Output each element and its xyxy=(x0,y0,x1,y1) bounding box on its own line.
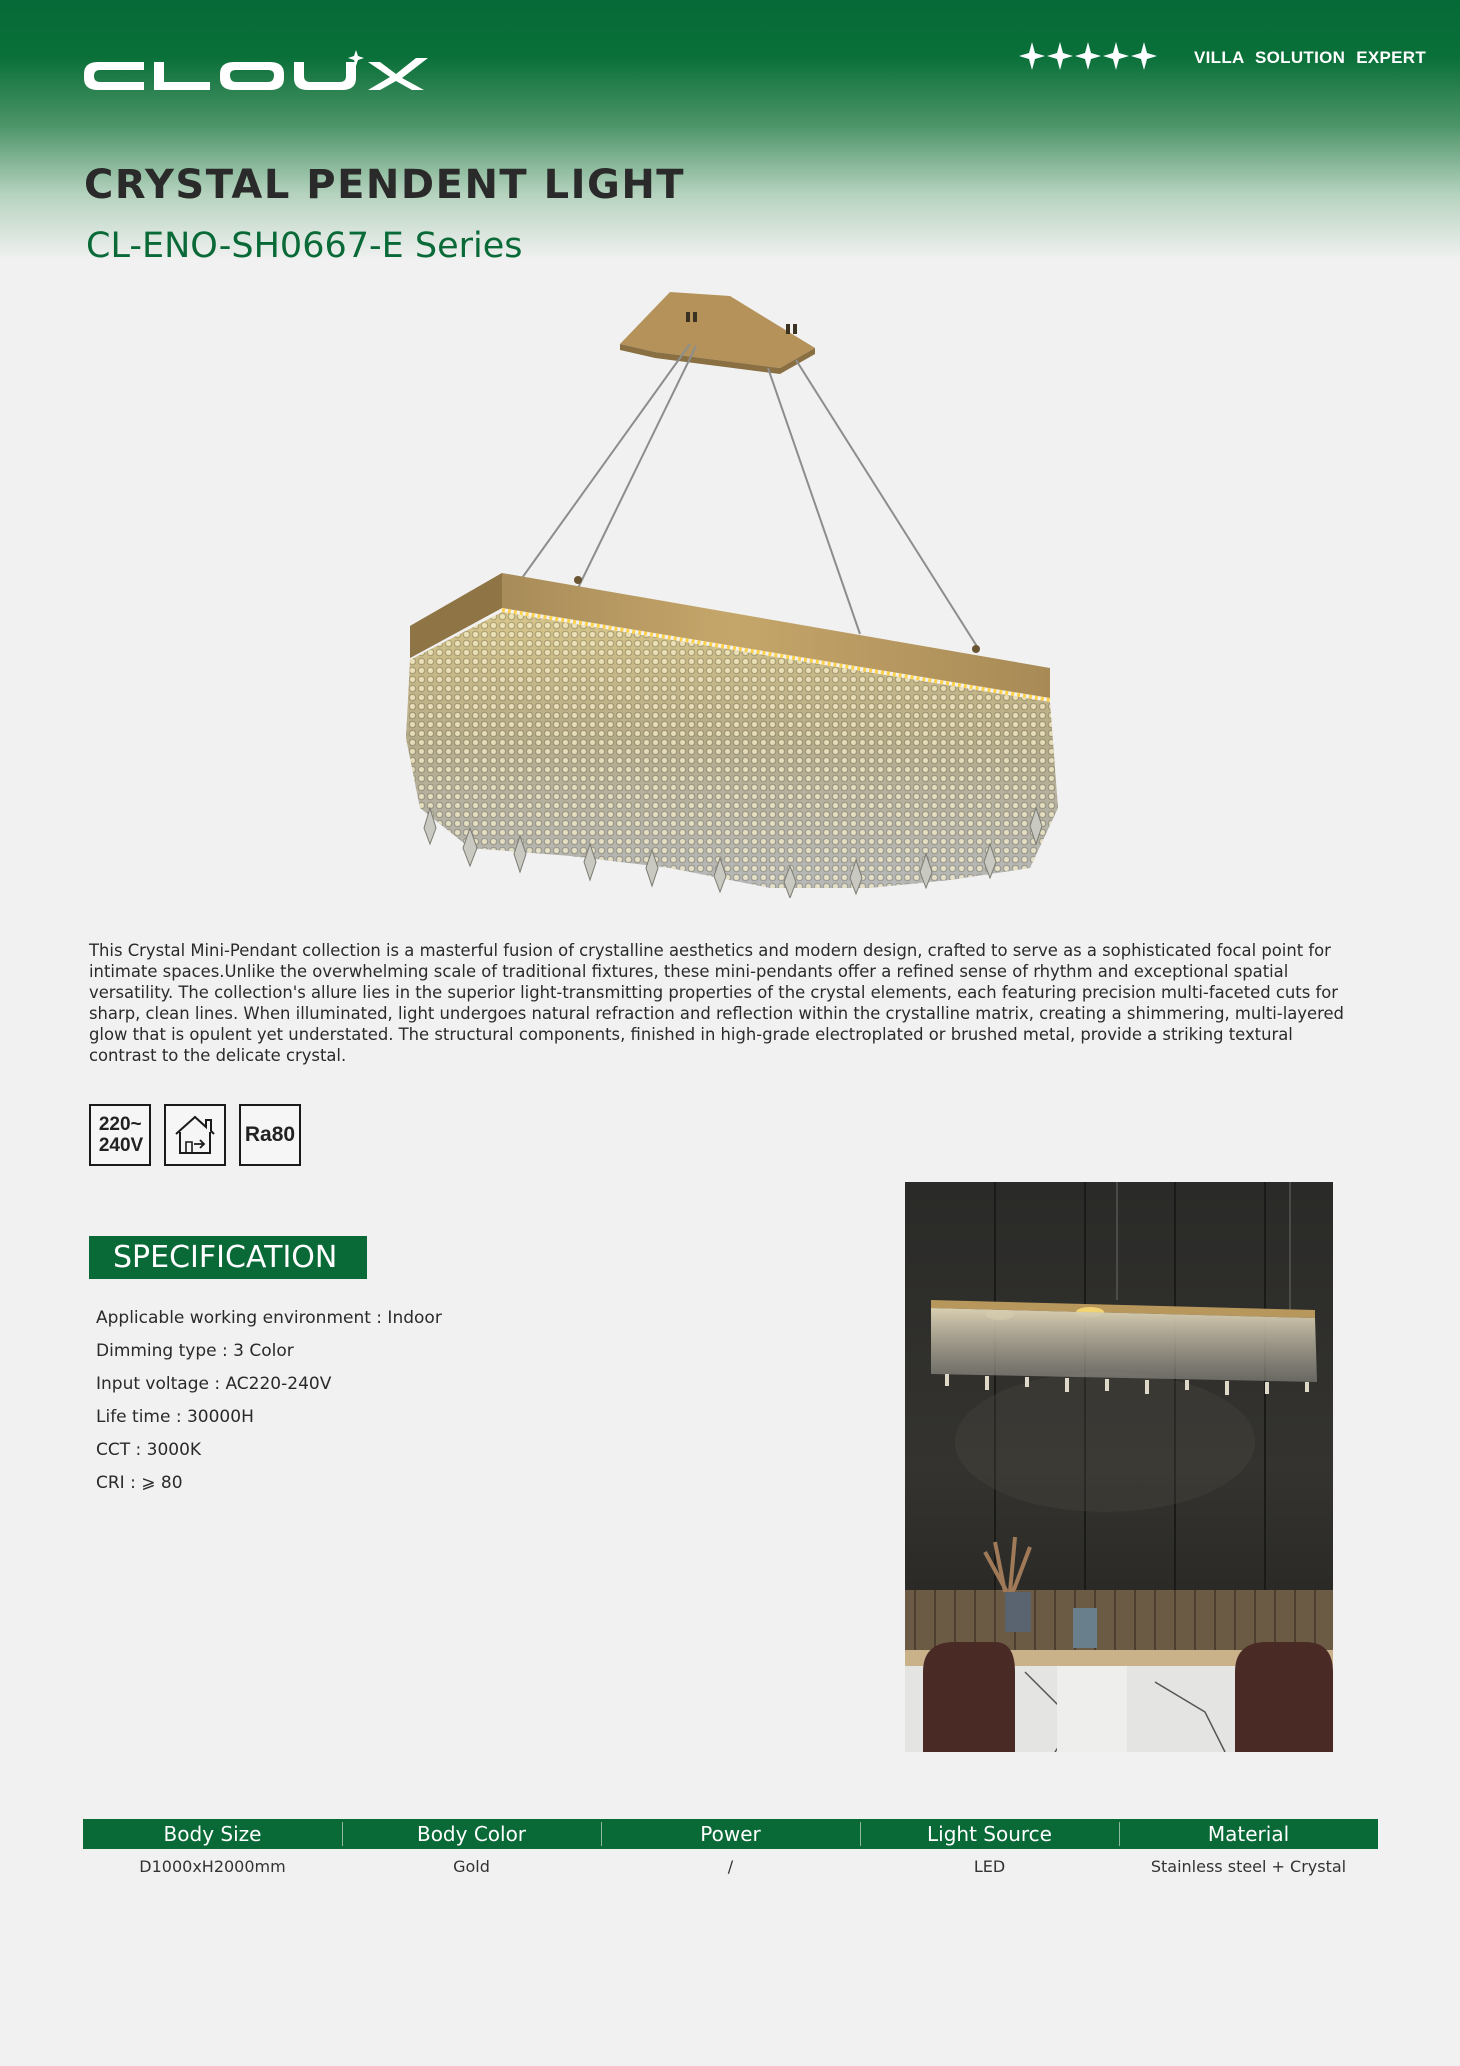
rating-stars xyxy=(1018,40,1158,76)
star-icon xyxy=(1018,40,1046,72)
feature-badges xyxy=(89,1104,301,1166)
product-title: CRYSTAL PENDENT LIGHT xyxy=(84,162,686,208)
cloux-logo xyxy=(84,44,436,104)
product-description: This Crystal Mini-Pendant collection is a masterful fusion of crystalline aesthetics and modern design, crafted to serve as a sophisticated focal point for intimate spaces.Unlike the overwhelming scale of traditional fixtures, these mini-pendants offer a refined sense of rhythm and exceptional spatial versatility. The collection's allure lies in the superior light-transmitting properties of the crystal elements, each featuring precision multi-faceted cuts for sharp, clean lines. When illuminated, light undergoes natural refraction and reflection within the crystalline matrix, creating a shimmering, multi-layered glow that is opulent yet understated. The structural components, finished in high-grade electroplated or brushed metal, provide a striking textural contrast to the delicate crystal. xyxy=(89,941,1344,1065)
td-body-color: Gold xyxy=(453,1857,490,1876)
td-body-size: D1000xH2000mm xyxy=(139,1857,286,1876)
star-icon xyxy=(1046,40,1074,72)
dining-room-scene-image xyxy=(905,1182,1333,1752)
spec-item-voltage: Input voltage : AC220-240V xyxy=(96,1374,332,1394)
indoor-badge xyxy=(164,1104,226,1166)
spec-item-environment: Applicable working environment : Indoor xyxy=(96,1308,442,1328)
spec-item-cri: CRI : ⩾ 80 xyxy=(96,1473,183,1493)
specification-list xyxy=(96,1302,442,1500)
th-light-source: Light Source xyxy=(860,1819,1119,1849)
th-material: Material xyxy=(1119,1819,1378,1849)
star-icon xyxy=(1102,40,1130,72)
td-material: Stainless steel + Crystal xyxy=(1150,1857,1347,1876)
spec-item-cct: CCT : 3000K xyxy=(96,1440,202,1460)
product-table-header xyxy=(83,1819,1378,1849)
chandelier-product-image xyxy=(390,288,1070,898)
voltage-line1: 220~ xyxy=(98,1114,142,1135)
star-icon xyxy=(1074,40,1102,72)
td-light-source: LED xyxy=(973,1857,1006,1876)
tagline: VILLA SOLUTION EXPERT xyxy=(1194,48,1427,67)
product-series: CL-ENO-SH0667-E Series xyxy=(86,226,523,266)
indoor-house-icon xyxy=(170,1112,220,1158)
td-power: / xyxy=(727,1857,734,1876)
th-body-size: Body Size xyxy=(163,1822,262,1846)
spec-item-dimming: Dimming type : 3 Color xyxy=(96,1341,294,1361)
voltage-badge xyxy=(89,1104,151,1166)
star-icon xyxy=(1130,40,1158,72)
voltage-line2: 240V xyxy=(98,1135,144,1156)
cri-badge: Ra80 xyxy=(239,1104,301,1166)
table-row xyxy=(83,1855,1378,1883)
header-band xyxy=(0,0,1460,260)
th-body-color: Body Color xyxy=(342,1819,601,1849)
th-power: Power xyxy=(601,1819,860,1849)
spec-item-lifetime: Life time : 30000H xyxy=(96,1407,254,1427)
specification-heading: SPECIFICATION xyxy=(89,1236,367,1279)
